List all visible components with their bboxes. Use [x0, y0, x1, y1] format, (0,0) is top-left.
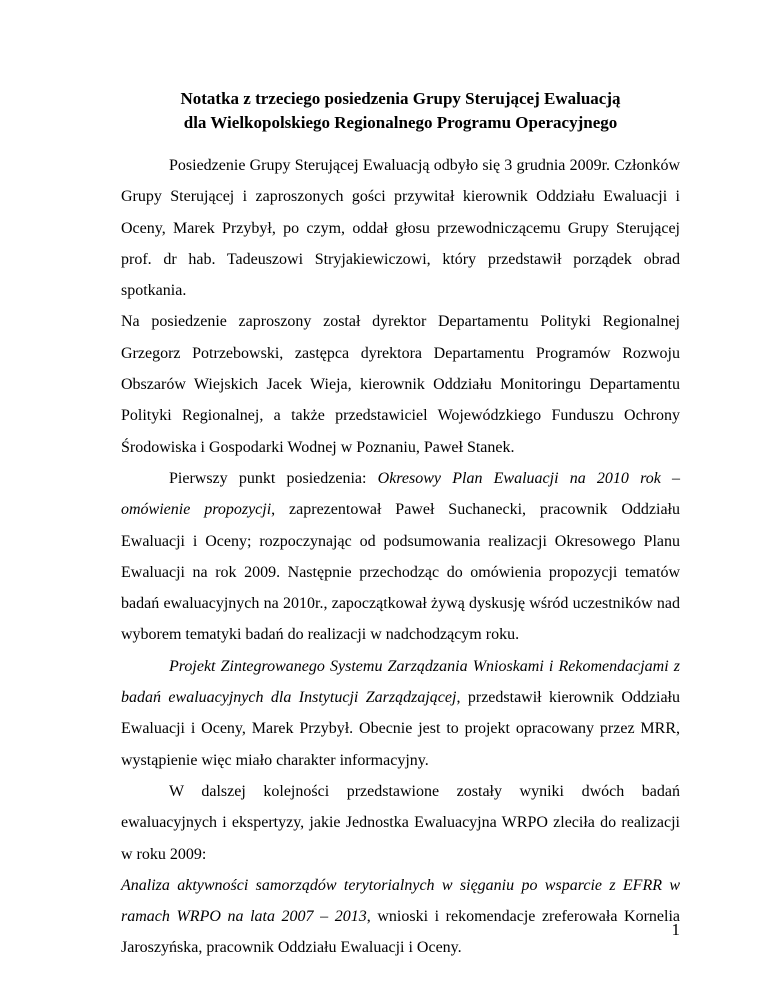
document-title: [121, 87, 680, 135]
page-number: 1: [671, 920, 680, 939]
project-title: Projekt Zintegrowanego Systemu Zarządzania Wnioskami i Rekomendacjami z badań ewaluacyjnych dla Instytucji Zarządzającej: [121, 657, 680, 707]
paragraph-results: W dalszej kolejności przedstawione zostały wyniki dwóch badań ewaluacyjnych i ekspertyzy, jakie Jednostka Ewaluacyjna WRPO zleciła do realizacji w roku 2009:: [121, 782, 680, 863]
title-line-1: Notatka z trzeciego posiedzenia Grupy Sterującej Ewaluacją: [180, 89, 621, 108]
paragraph-invited-guests: Na posiedzenie zaproszony został dyrektor Departamentu Polityki Regionalnej Grzegorz Potrzebowski, zastępca dyrektora Departamentu Programów Rozwoju Obszarów Wiejskich Jacek Wieja, kierownik Oddziału Monitoringu Departamentu Polityki Regionalnej, a także przedstawiciel Wojewódzkiego Funduszu Ochrony Środowiska i Gospodarki Wodnej w Poznaniu, Paweł Stanek.: [121, 313, 680, 456]
first-point-lead: Pierwszy punkt posiedzenia:: [169, 469, 378, 487]
paragraph-project: [121, 651, 680, 776]
paragraph-analysis: [121, 870, 680, 964]
document-page: [121, 0, 680, 994]
title-line-2: dla Wielkopolskiego Regionalnego Programu Operacyjnego: [183, 113, 618, 132]
paragraph-first-point: [121, 463, 680, 651]
project-text: , przedstawił kierownik Oddziału Ewaluacji i Oceny, Marek Przybył. Obecnie jest to projekt opracowany przez MRR, wystąpienie więc miało charakter informacyjny.: [121, 689, 680, 769]
document-body: [121, 150, 680, 964]
analysis-text: , wnioski i rekomendacje zreferowała Kornelia Jaroszyńska, pracownik Oddziału Ewaluacji i Oceny.: [121, 908, 681, 957]
first-point-topic: Okresowy Plan Ewaluacji na 2010 rok – omówienie propozycji: [121, 469, 680, 519]
paragraph-opening: Posiedzenie Grupy Sterującej Ewaluacją odbyło się 3 grudnia 2009r. Członków Grupy Sterującej i zaproszonych gości przywitał kierownik Oddziału Ewaluacji i Oceny, Marek Przybył, po czym, oddał głosu przewodniczącemu Grupy Sterującej prof. dr hab. Tadeuszowi Stryjakiewiczowi, który przedstawił porządek obrad spotkania.: [121, 157, 680, 300]
first-point-text: , zaprezentował Paweł Suchanecki, pracownik Oddziału Ewaluacji i Oceny; rozpoczynając od podsumowania realizacji Okresowego Planu Ewaluacji na rok 2009. Następnie przechodząc do omówienia propozycji tematów badań ewaluacyjnych na 2010r., zapoczątkował żywą dyskusję wśród uczestników nad wyborem tematyki badań do realizacji w nadchodzącym roku.: [121, 501, 680, 644]
analysis-title: Analiza aktywności samorządów terytorialnych w sięganiu po wsparcie z EFRR w ramach WRPO na lata 2007 – 2013: [121, 876, 680, 926]
